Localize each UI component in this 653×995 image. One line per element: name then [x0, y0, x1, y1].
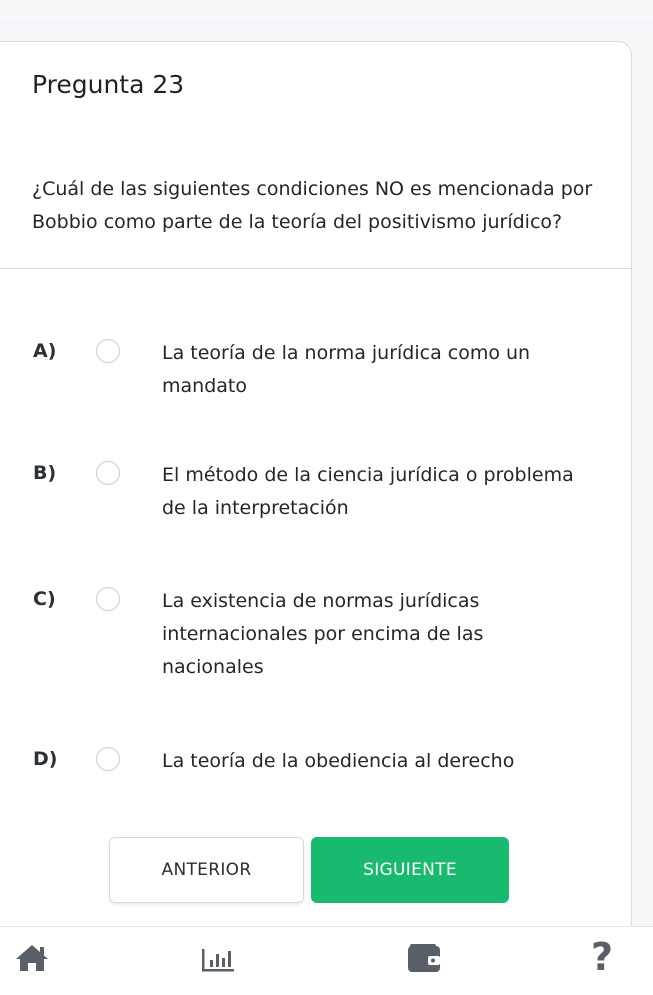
wallet-icon[interactable] [406, 942, 442, 978]
radio-button[interactable] [96, 747, 120, 771]
radio-button[interactable] [96, 461, 120, 485]
option-text: La teoría de la obediencia al derecho [162, 750, 515, 772]
option-text: La existencia de normas jurídicas internacionales por encima de las nacionales [162, 590, 484, 678]
previous-button[interactable]: ANTERIOR [109, 837, 304, 903]
option-letter: C) [33, 588, 56, 610]
radio-button[interactable] [96, 339, 120, 363]
option-text: La teoría de la norma jurídica como un mandato [162, 342, 531, 397]
option-letter: D) [33, 748, 58, 770]
radio-button[interactable] [96, 587, 120, 611]
next-button[interactable]: SIGUIENTE [311, 837, 509, 903]
option-letter: B) [33, 462, 57, 484]
option-letter: A) [33, 340, 57, 362]
divider [0, 268, 632, 269]
option-text: El método de la ciencia jurídica o problema de la interpretación [162, 464, 574, 519]
home-icon[interactable] [14, 943, 50, 977]
question-title: Pregunta 23 [32, 70, 185, 99]
top-bar [0, 0, 653, 23]
bottom-nav [0, 926, 653, 995]
stats-icon[interactable] [201, 943, 235, 977]
help-icon[interactable]: ? [591, 935, 614, 979]
question-text: ¿Cuál de las siguientes condiciones NO es mencionada por Bobbio como parte de la teoría del positivismo jurídico? [32, 178, 593, 233]
